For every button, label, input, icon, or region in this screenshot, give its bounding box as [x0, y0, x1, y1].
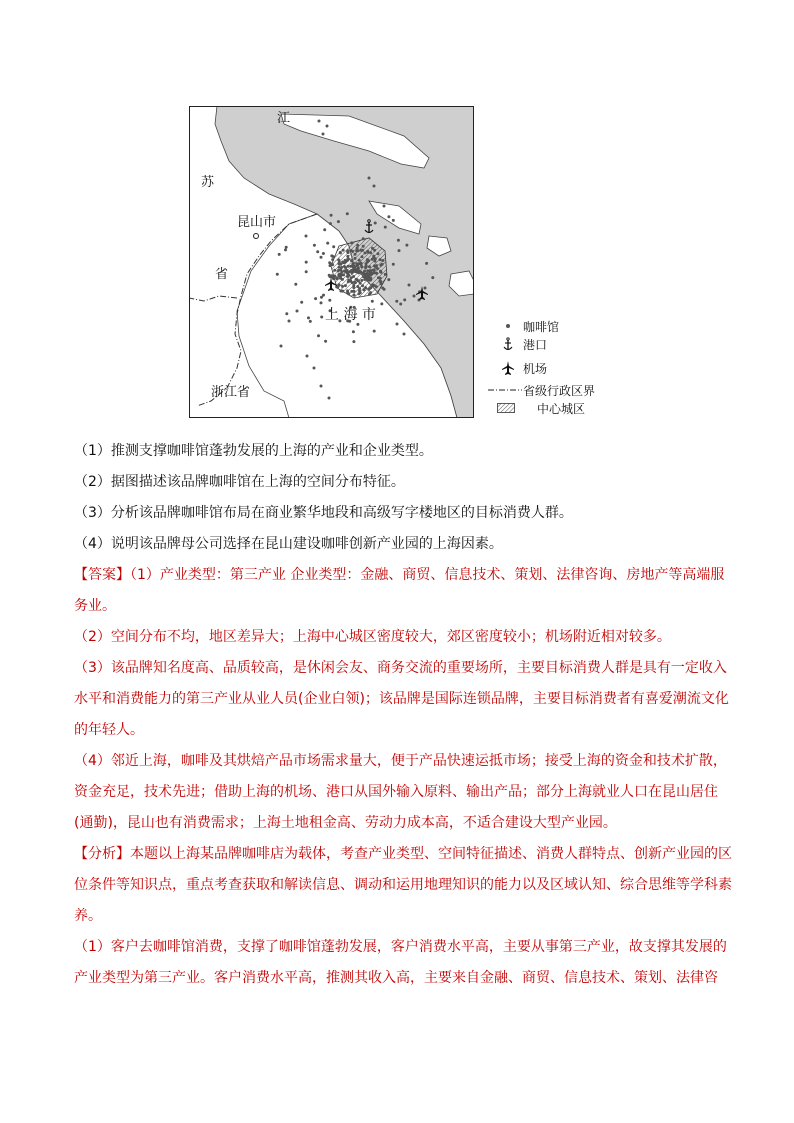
cafe-dot	[369, 251, 372, 254]
cafe-dot	[360, 262, 363, 265]
legend-boundary	[487, 382, 595, 398]
cafe-dot	[373, 330, 376, 333]
label-shanghai: 上 海 市	[325, 307, 376, 323]
cafe-dot	[424, 287, 427, 290]
cafe-dot	[338, 275, 341, 278]
cafe-dot	[365, 265, 368, 268]
cafe-dot	[382, 259, 385, 262]
cafe-dot	[368, 177, 371, 180]
cafe-dot	[346, 275, 349, 278]
cafe-dot	[344, 284, 347, 287]
anchor-icon	[493, 337, 523, 351]
cafe-dot	[352, 262, 355, 265]
cafe-dot	[305, 261, 308, 264]
cafe-dot	[431, 276, 434, 279]
question-1: （1）推测支撑咖啡馆蓬勃发展的上海的产业和企业类型。	[74, 443, 433, 459]
cafe-dot	[350, 269, 353, 272]
cafe-dot	[372, 269, 375, 272]
cafe-dot	[387, 215, 390, 218]
hatched-box-icon	[493, 403, 537, 413]
cafe-dot	[347, 292, 350, 295]
cafe-dot	[330, 254, 333, 257]
cafe-dot	[364, 252, 367, 255]
cafe-dot	[352, 275, 355, 278]
cafe-dot	[362, 288, 365, 291]
cafe-dot	[285, 246, 288, 249]
cafe-dot	[399, 303, 402, 306]
label-su: 苏	[201, 175, 215, 190]
cafe-dot	[380, 302, 383, 305]
kunshan-city-point	[254, 234, 259, 239]
cafe-dot	[346, 289, 349, 292]
cafe-dot	[375, 264, 378, 267]
cafe-dot	[296, 310, 299, 313]
cafe-dot	[356, 323, 359, 326]
cafe-dot	[374, 257, 377, 260]
answer-1	[74, 560, 734, 622]
cafe-dot	[355, 250, 358, 253]
cafe-dot	[294, 283, 297, 286]
legend-port	[493, 336, 547, 352]
cafe-dot	[379, 280, 382, 283]
question-3: （3）分析该品牌咖啡馆布局在商业繁华地段和高级写字楼地区的目标消费人群。	[74, 505, 573, 521]
cafe-dot	[320, 256, 323, 259]
airplane-icon	[493, 361, 523, 375]
cafe-dot	[318, 120, 321, 123]
answer-1-text: （1）产业类型：第三产业 企业类型：金融、商贸、信息技术、策划、法律咨询、房地产等高端服务业。	[74, 567, 725, 614]
cafe-dot	[361, 284, 364, 287]
cafe-dot	[328, 261, 331, 264]
cafe-dot	[371, 300, 374, 303]
cafe-dot	[383, 205, 386, 208]
cafe-dot	[373, 185, 376, 188]
cafe-dot	[329, 222, 332, 225]
cafe-dot	[379, 258, 382, 261]
dash-dot-line-icon	[487, 387, 523, 393]
answer-label: 【答案】	[74, 567, 130, 583]
cafe-dot	[354, 253, 357, 256]
cafe-dot	[356, 264, 359, 267]
cafe-dot	[338, 261, 341, 264]
cafe-dot	[347, 265, 350, 268]
cafe-dot	[395, 300, 398, 303]
cafe-dot	[405, 244, 408, 247]
cafe-dot	[339, 290, 342, 293]
label-jiang: 江	[277, 111, 291, 126]
cafe-dot	[320, 296, 323, 299]
cafe-dot	[320, 385, 323, 388]
legend-cafe	[493, 318, 559, 334]
cafe-dot	[338, 283, 341, 286]
cafe-dot	[366, 269, 369, 272]
cafe-dot	[367, 288, 370, 291]
cafe-dot	[330, 274, 333, 277]
cafe-dot	[307, 316, 310, 319]
cafe-dot	[352, 266, 355, 269]
cafe-dot	[342, 273, 345, 276]
cafe-dot	[280, 345, 283, 348]
cafe-dot	[376, 252, 379, 255]
cafe-dot	[413, 295, 416, 298]
cafe-dot	[397, 239, 400, 242]
cafe-dot	[331, 258, 334, 261]
cafe-dot	[360, 265, 363, 268]
cafe-dot	[341, 285, 344, 288]
cafe-dot	[362, 272, 365, 275]
cafe-dot	[338, 266, 341, 269]
cafe-dot	[341, 278, 344, 281]
cafe-dot	[346, 250, 349, 253]
cafe-dot	[380, 282, 383, 285]
cafe-dot	[351, 281, 354, 284]
answer-3: （3）该品牌知名度高、品质较高，是休闲会友、商务交流的重要场所，主要目标消费人群是具有一定收入水平和消费能力的第三产业从业人员(企业白领)；该品牌是国际连锁品牌，主要目标消费者有喜爱潮流文化的年轻人。	[74, 660, 729, 738]
cafe-dot	[313, 367, 316, 370]
cafe-dot	[330, 214, 333, 217]
cafe-dot	[366, 258, 369, 261]
cafe-dot	[392, 263, 395, 266]
cafe-dot	[350, 241, 353, 244]
cafe-dot	[356, 269, 359, 272]
legend-airport-label: 机场	[523, 361, 548, 376]
cafe-dot	[342, 249, 345, 252]
legend-airport	[493, 360, 547, 376]
cafe-dot	[392, 219, 395, 222]
cafe-dot	[337, 269, 340, 272]
cafe-dot	[337, 220, 340, 223]
cafe-dot	[288, 320, 291, 323]
cafe-dot	[408, 284, 411, 287]
cafe-dot	[352, 330, 355, 333]
cafe-dot	[373, 271, 376, 274]
question-2: （2）据图描述该品牌咖啡馆在上海的空间分布特征。	[74, 474, 405, 490]
cafe-dot	[380, 271, 383, 274]
cafe-dot	[368, 265, 371, 268]
cafe-dot	[306, 355, 309, 358]
cafe-dot	[375, 285, 378, 288]
cafe-dot	[384, 226, 387, 229]
cafe-dot	[353, 290, 356, 293]
analysis-text: 本题以上海某品牌咖啡店为载体，考查产业类型、空间特征描述、消费人群特点、创新产业园的区位条件等知识点，重点考查获取和解读信息、调动和运用地理知识的能力以及区域认知、综合思维等学科素养。	[74, 846, 732, 924]
cafe-dot	[351, 250, 354, 253]
shanghai-cafe-map	[189, 106, 474, 418]
legend-urban-label: 中心城区	[537, 401, 586, 416]
cafe-dot	[332, 245, 335, 248]
cafe-dot	[352, 340, 355, 343]
cafe-dot	[316, 250, 319, 253]
cafe-dot	[356, 244, 359, 247]
cafe-dot	[398, 249, 401, 252]
cafe-dot	[371, 247, 374, 250]
cafe-dot	[339, 251, 342, 254]
map-canvas	[189, 106, 474, 418]
cafe-dot	[344, 259, 347, 262]
cafe-dot	[356, 278, 359, 281]
cafe-dot	[305, 270, 308, 273]
cafe-dot	[326, 125, 329, 128]
cafe-dot	[368, 293, 371, 296]
cafe-dot	[329, 264, 332, 267]
answer-4: （4）邻近上海，咖啡及其烘焙产品市场需求量大，便于产品快速运抵市场；接受上海的资金和技术扩散，资金充足，技术先进；借助上海的机场、港口从国外输入原料、输出产品；部分上海就业人口在昆山居住(通勤)，昆山也有消费需求；上海土地租金高、劳动力成本高，不适合建设大型产业园。	[74, 753, 727, 831]
analysis-1: （1）客户去咖啡馆消费，支撑了咖啡馆蓬勃发展，客户消费水平高，主要从事第三产业，故支撑其发展的产业类型为第三产业。客户消费水平高，推测其收入高，主要来自金融、商贸、信息技术、策划、法律咨	[74, 939, 727, 986]
cafe-dot	[403, 298, 406, 301]
label-sheng: 省	[215, 267, 229, 282]
cafe-dot	[352, 286, 355, 289]
cafe-dot	[333, 269, 336, 272]
cafe-dot	[356, 285, 359, 288]
cafe-dot	[346, 255, 349, 258]
cafe-dot	[354, 257, 357, 260]
cafe-dot	[320, 301, 323, 304]
cafe-dot	[376, 267, 379, 270]
cafe-dot	[358, 259, 361, 262]
cafe-dot	[356, 247, 359, 250]
cafe-dot	[360, 249, 363, 252]
cafe-dot	[349, 265, 352, 268]
cafe-dot	[317, 334, 320, 337]
label-zhejiang: 浙江省	[211, 385, 251, 400]
cafe-dot	[369, 272, 372, 275]
cafe-dot	[375, 272, 378, 275]
cafe-dot	[362, 237, 365, 240]
cafe-dot	[366, 272, 369, 275]
cafe-dot	[285, 312, 288, 315]
question-list	[74, 436, 734, 994]
cafe-dot	[379, 264, 382, 267]
cafe-dot	[360, 279, 363, 282]
cafe-dot	[384, 273, 387, 276]
cafe-dot	[328, 299, 331, 302]
cafe-dot	[314, 297, 317, 300]
cafe-dot	[300, 301, 303, 304]
cafe-dot	[371, 284, 374, 287]
cafe-dot	[361, 255, 364, 258]
cafe-dot	[350, 259, 353, 262]
cafe-dot	[335, 277, 338, 280]
cafe-dot	[346, 212, 349, 215]
question-4: （4）说明该品牌母公司选择在昆山建设咖啡创新产业园的上海因素。	[74, 536, 503, 552]
cafe-dot	[284, 248, 287, 251]
cafe-dot	[309, 320, 312, 323]
cafe-dot	[367, 251, 370, 254]
cafe-dot	[353, 294, 356, 297]
cafe-dot	[328, 274, 331, 277]
cafe-dot	[322, 133, 325, 136]
cafe-dot	[396, 323, 399, 326]
cafe-dot	[403, 333, 406, 336]
cafe-dot	[324, 340, 327, 343]
legend-cafe-label: 咖啡馆	[523, 319, 560, 334]
cafe-dot	[381, 287, 384, 290]
label-kunshan: 昆山市	[237, 215, 277, 230]
cafe-dot	[425, 262, 428, 265]
cafe-dot	[379, 277, 382, 280]
cafe-dot	[326, 242, 329, 245]
legend-boundary-label: 省级行政区界	[523, 383, 596, 398]
legend-urban	[493, 400, 585, 416]
cafe-dot	[276, 273, 279, 276]
cafe-dot	[328, 397, 331, 400]
analysis-intro	[74, 839, 734, 932]
cafe-dot	[369, 277, 372, 280]
cafe-dot	[305, 235, 308, 238]
cafe-dot	[313, 244, 316, 247]
cafe-dot-icon	[493, 322, 523, 330]
analysis-label: 【分析】	[74, 846, 130, 862]
cafe-dot	[387, 278, 390, 281]
cafe-dot	[362, 245, 365, 248]
legend-port-label: 港口	[523, 337, 548, 352]
answer-2: （2）空间分布不均，地区差异大；上海中心城区密度较大，郊区密度较小；机场附近相对较多。	[74, 629, 671, 645]
cafe-dot	[278, 253, 281, 256]
cafe-dot	[374, 222, 377, 225]
cafe-dot	[320, 316, 323, 319]
cafe-dot	[323, 228, 326, 231]
cafe-dot	[322, 252, 325, 255]
